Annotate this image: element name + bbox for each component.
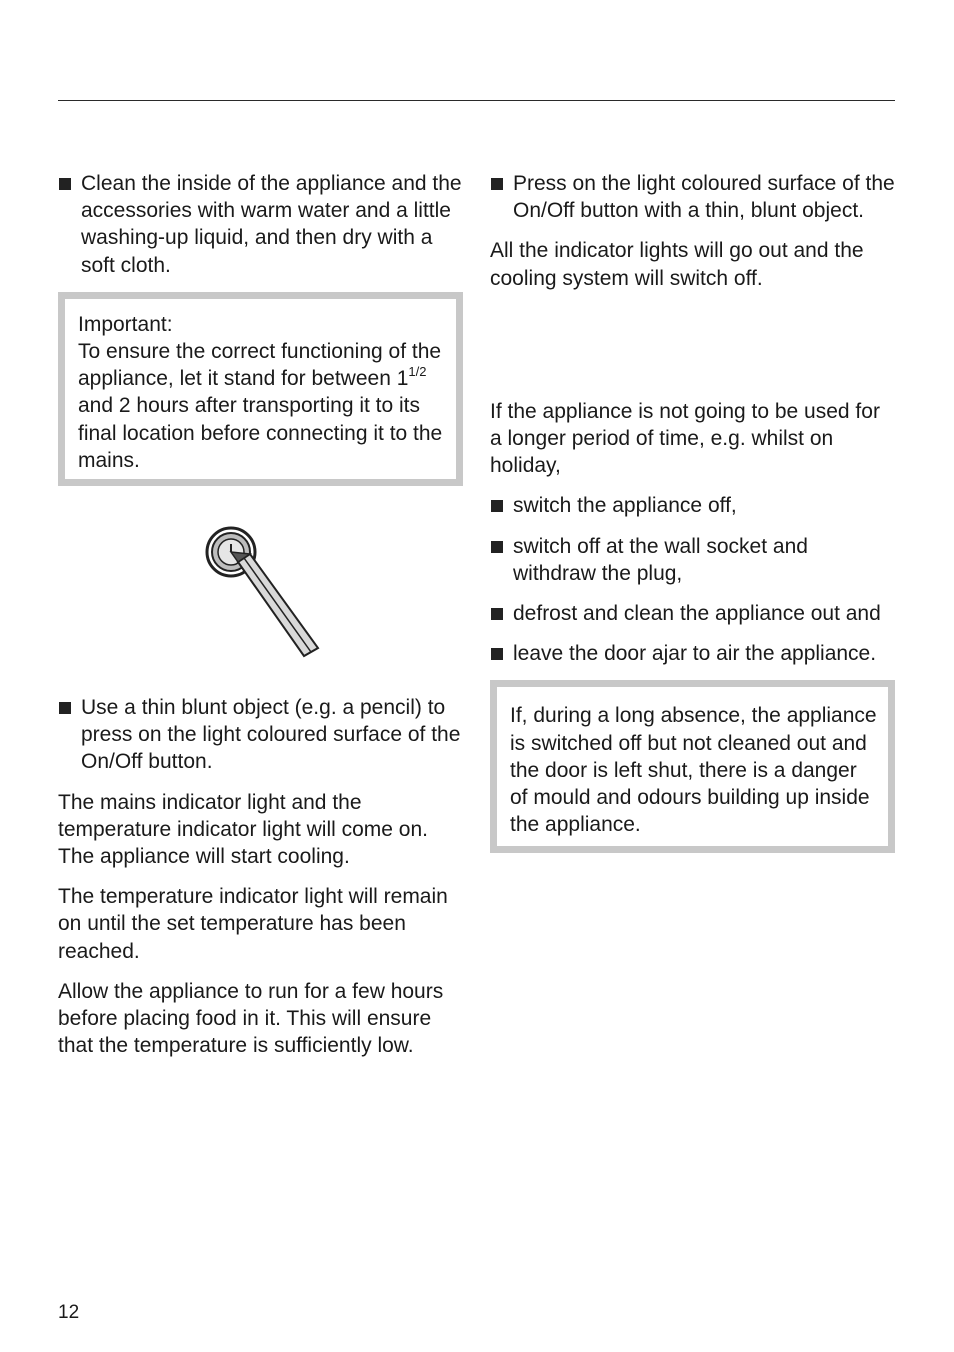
bullet-withdraw-plug: switch off at the wall socket and withdraw the plug, [490,533,895,587]
para-mains-light: The mains indicator light and the temperature indicator light will come on. The appliance will start cooling. [58,790,429,869]
warning-note-box [490,680,895,853]
pencil-pressing-button-icon [198,524,388,664]
important-title: Important: [78,312,173,336]
bullet-switch-off: switch the appliance off, [490,492,895,519]
bullet-defrost-clean: defrost and clean the appliance out and [490,600,895,627]
warning-text: If, during a long absence, the appliance is switched off but not cleaned out and the door is left shut, there is a danger of mould and odours building up inside the appliance. [510,704,877,837]
on-off-button-illustration [58,524,463,674]
para-holiday: If the appliance is not going to be used for a longer period of time, e.g. whilst on holiday, [490,399,880,478]
important-note-box [58,292,463,486]
para-temperature-light: The temperature indicator light will remain on until the set temperature has been reached. [58,885,448,963]
important-text: To ensure the correct functioning of the appliance, let it stand for between $1^{1/2}$ and 2 hours after transporting it to its final location before connecting it to the mains. [78,340,443,472]
section-gap [490,305,895,398]
bullet-clean-inside: Clean the inside of the appliance and the accessories with warm water and a little washing-up liquid, and then dry with a soft cloth. [58,170,463,279]
bullet-press-button: Press on the light coloured surface of the On/Off button with a thin, blunt object. [490,170,895,224]
bullet-use-pencil: Use a thin blunt object (e.g. a pencil) to press on the light coloured surface of the On/Off button. [58,694,463,776]
page-number: 12 [58,1302,80,1323]
para-allow-running: Allow the appliance to run for a few hours before placing food in it. This will ensure that the temperature is sufficiently low. [58,979,444,1058]
para-lights-out: All the indicator lights will go out and the cooling system will switch off. [490,239,864,290]
bullet-door-ajar: leave the door ajar to air the appliance. [490,640,895,667]
header-rule [58,100,895,101]
right-column [490,170,895,853]
left-column [58,170,463,1072]
